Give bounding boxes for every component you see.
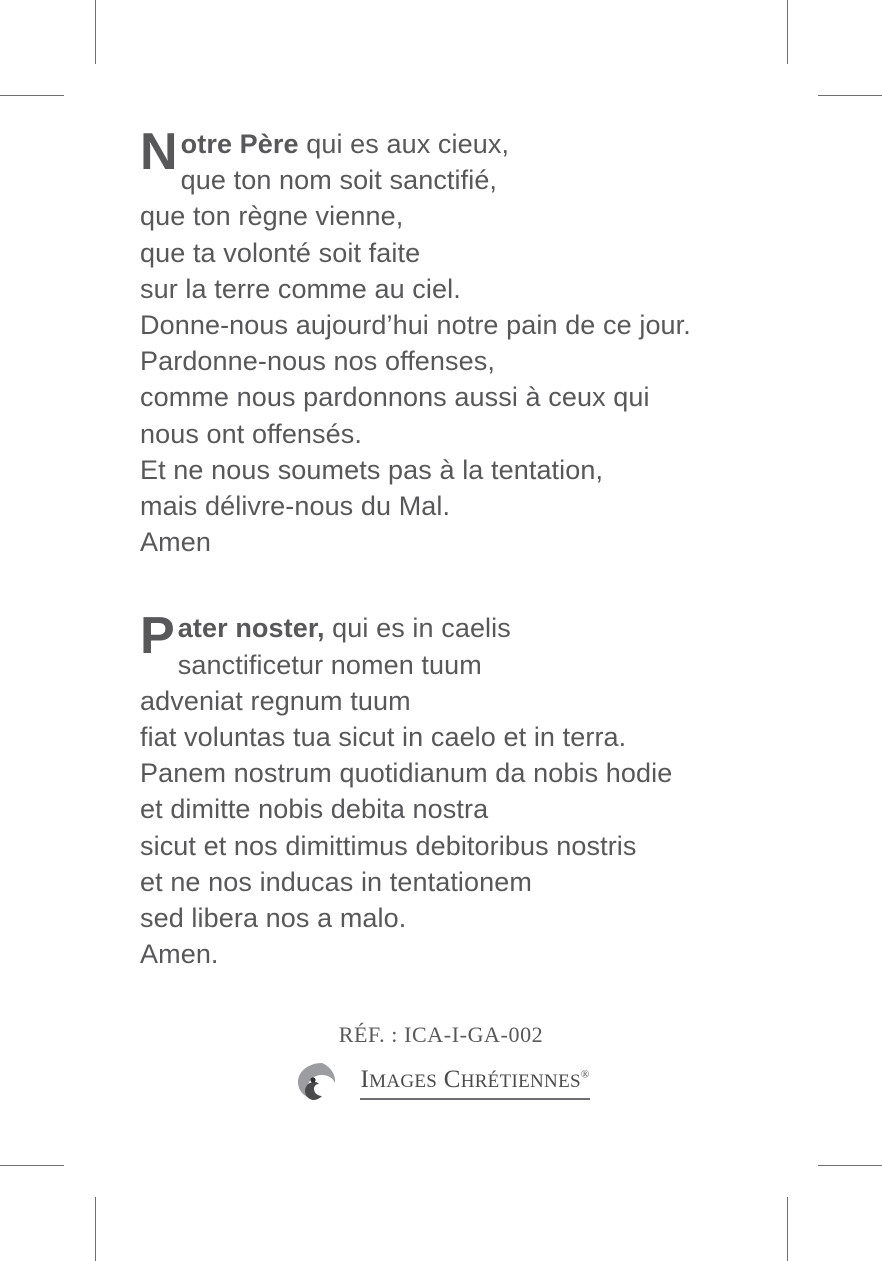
prayer-french-lead-bold: otre Père — [180, 129, 299, 159]
crop-mark-bottom-left-horizontal — [0, 1165, 64, 1166]
registered-mark: ® — [580, 1068, 590, 1081]
brand-word-images: MAGES — [369, 1071, 438, 1092]
prayer-french-line: comme nous pardonnons aussi à ceux qui — [140, 382, 650, 413]
crop-mark-bottom-left-vertical — [95, 1197, 96, 1261]
brand-word-chretiennes: HRÉTIENNES — [460, 1071, 581, 1092]
prayer-french-line: Pardonne-nous nos offenses, — [140, 346, 495, 377]
prayer-french-line: sur la terre comme au ciel. — [140, 273, 461, 304]
prayer-french-line: que ton règne vienne, — [140, 201, 404, 232]
dropcap-n: N — [140, 123, 178, 181]
prayer-french-line: que ta volonté soit faite — [140, 237, 421, 268]
prayer-french-amen: Amen — [140, 527, 211, 558]
crop-mark-top-left-vertical — [95, 0, 96, 64]
dropcap-p: P — [140, 607, 175, 666]
prayer-french-line: nous ont offensés. — [140, 418, 362, 449]
prayer-latin-line: et dimitte nobis debita nostra — [140, 794, 489, 825]
brand-underline — [360, 1098, 589, 1100]
reference-code: RÉF. : ICA-I-GA-002 — [338, 1022, 544, 1047]
prayer-latin-line: fiat voluntas tua sicut in caelo et in terra. — [140, 722, 627, 753]
prayer-french — [140, 123, 780, 560]
brand-initial-c: C — [443, 1066, 461, 1093]
prayer-latin-amen: Amen. — [140, 939, 219, 970]
prayer-latin-line: Panem nostrum quotidianum da nobis hodie — [140, 758, 673, 789]
prayer-latin-line: et ne nos inducas in tentationem — [140, 866, 532, 897]
prayer-latin-line: adveniat regnum tuum — [140, 685, 411, 716]
prayer-latin-line: sicut et nos dimittimus debitoribus nostris — [140, 830, 637, 861]
prayer-french-line: Donne-nous aujourd’hui notre pain de ce jour. — [140, 310, 691, 341]
crop-mark-top-right-horizontal — [818, 95, 882, 96]
prayer-latin-line: sed libera nos a malo. — [140, 903, 407, 934]
prayer-latin — [140, 607, 780, 972]
prayer-french-line: que ton nom soit sanctifié, — [180, 165, 498, 196]
brand-logo — [292, 1060, 589, 1104]
prayer-french-line: Et ne nous soumets pas à la tentation, — [140, 454, 604, 485]
brand-name — [360, 1066, 589, 1098]
prayer-french-lead-rest: qui es aux cieux, — [298, 129, 510, 159]
prayer-latin-line: sanctificetur nomen tuum — [177, 649, 482, 680]
crop-mark-top-right-vertical — [787, 0, 788, 64]
prayer-card-content — [140, 123, 780, 972]
crop-mark-top-left-horizontal — [0, 95, 64, 96]
prayer-french-line: mais délivre-nous du Mal. — [140, 491, 451, 522]
crop-mark-bottom-right-vertical — [787, 1197, 788, 1261]
dove-logo-icon — [292, 1060, 352, 1104]
prayer-latin-lead-bold: ater noster, — [177, 613, 325, 644]
prayer-latin-lead-rest: qui es in caelis — [324, 613, 511, 644]
card-footer — [0, 1022, 882, 1109]
crop-mark-bottom-right-horizontal — [818, 1165, 882, 1166]
brand-initial-i: I — [360, 1066, 370, 1093]
